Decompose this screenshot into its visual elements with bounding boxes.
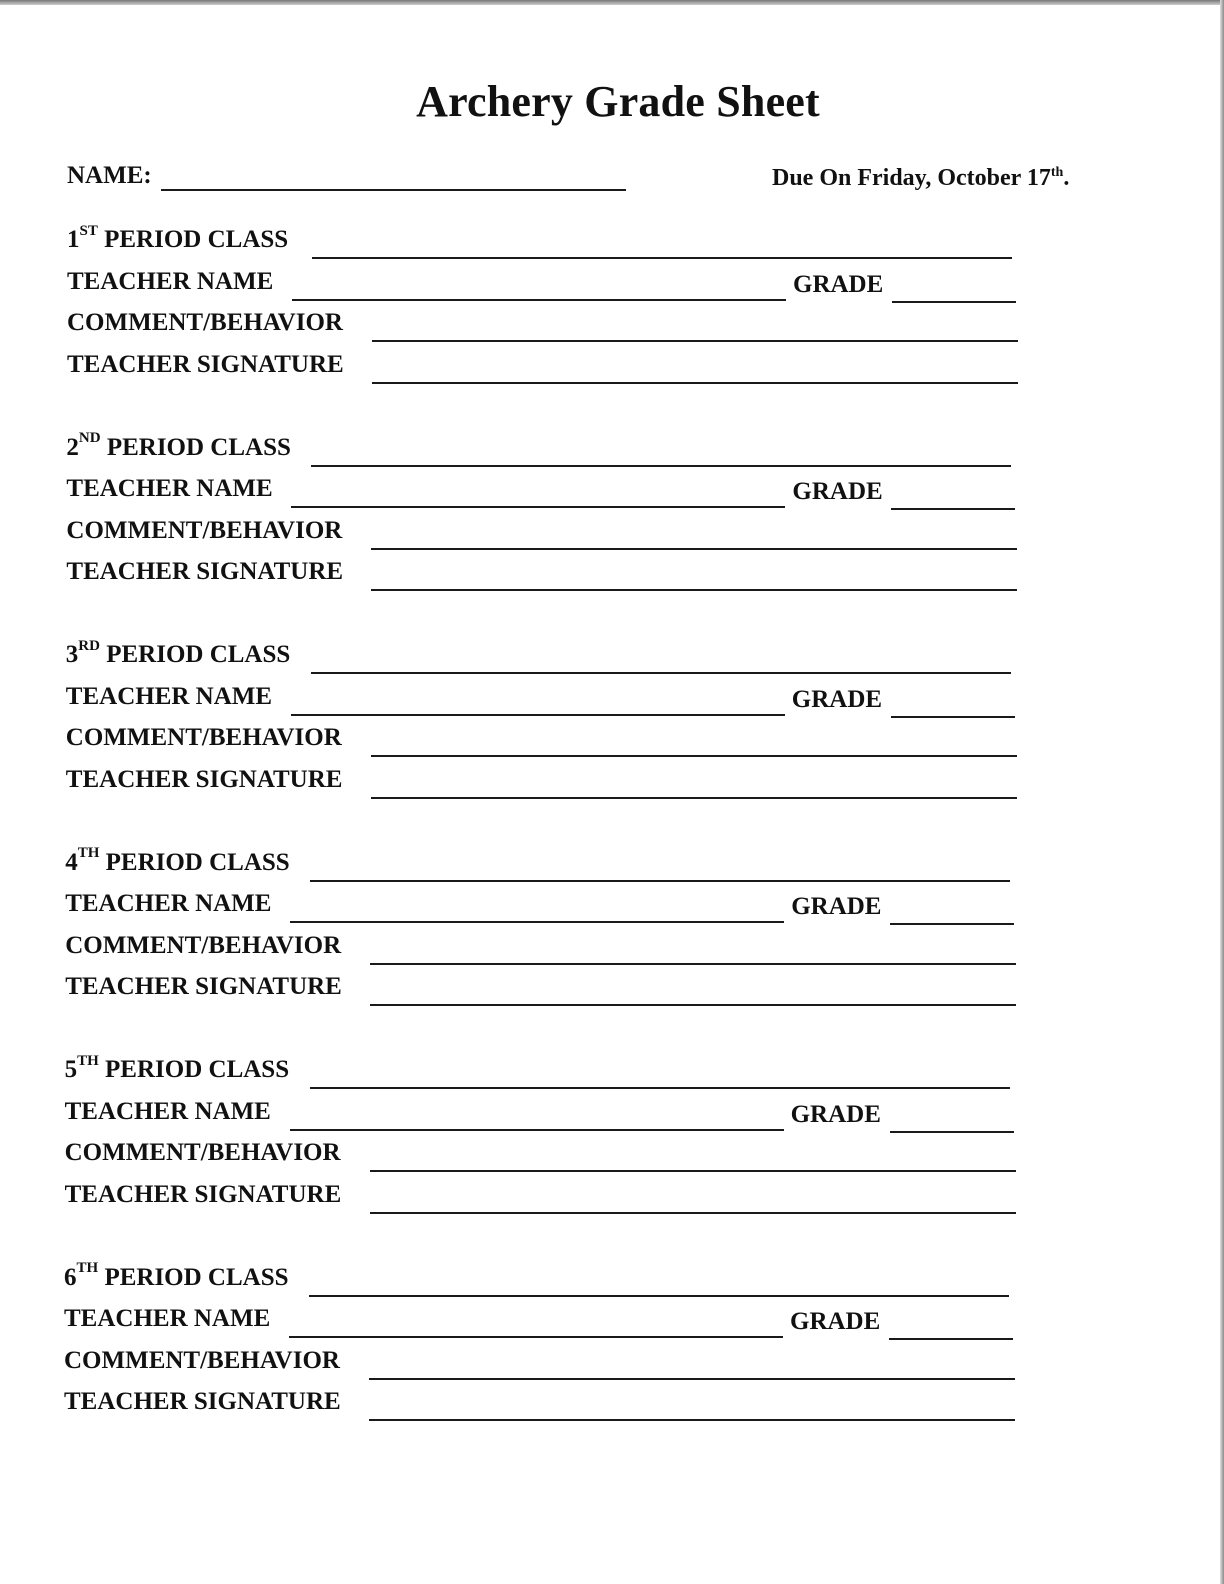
teacher-signature-line[interactable] bbox=[370, 1004, 1016, 1006]
period-number: 1 bbox=[67, 226, 80, 253]
teacher-name-label: TEACHER NAME bbox=[65, 890, 272, 917]
period-class-label bbox=[64, 1260, 289, 1293]
period-class-label bbox=[65, 845, 290, 878]
grade-line[interactable] bbox=[890, 923, 1014, 925]
period-ordinal-suffix: TH bbox=[77, 1052, 99, 1069]
grade-label: GRADE bbox=[793, 270, 884, 298]
comment-behavior-line[interactable] bbox=[372, 340, 1018, 342]
comment-behavior-label: COMMENT/BEHAVIOR bbox=[65, 931, 342, 959]
grade-label: GRADE bbox=[791, 685, 883, 713]
teacher-name-label: TEACHER NAME bbox=[67, 267, 274, 295]
period-class-line[interactable] bbox=[312, 257, 1012, 259]
period-ordinal-suffix: RD bbox=[78, 637, 100, 654]
period-class-text: PERIOD CLASS bbox=[104, 1263, 289, 1291]
period-class-label bbox=[64, 1052, 290, 1085]
grade-line[interactable] bbox=[891, 508, 1015, 510]
due-date bbox=[772, 165, 1069, 192]
period-number: 5 bbox=[64, 1056, 78, 1083]
period-class-text: PERIOD CLASS bbox=[106, 433, 291, 461]
teacher-name-line[interactable] bbox=[291, 506, 785, 508]
grade-line[interactable] bbox=[891, 716, 1015, 718]
scan-edge-right bbox=[1220, 0, 1224, 1584]
teacher-name-line[interactable] bbox=[289, 1336, 783, 1338]
teacher-signature-label: TEACHER SIGNATURE bbox=[66, 558, 344, 585]
teacher-signature-label: TEACHER SIGNATURE bbox=[65, 765, 343, 793]
teacher-signature-line[interactable] bbox=[370, 1212, 1016, 1214]
teacher-signature-line[interactable] bbox=[372, 382, 1018, 384]
grade-label: GRADE bbox=[790, 1100, 881, 1128]
period-number: 4 bbox=[65, 848, 78, 876]
grade-line[interactable] bbox=[889, 1338, 1013, 1340]
name-label: NAME: bbox=[67, 162, 152, 189]
period-class-text: PERIOD CLASS bbox=[105, 848, 290, 876]
teacher-name-line[interactable] bbox=[290, 1129, 784, 1131]
period-class-line[interactable] bbox=[310, 880, 1010, 882]
teacher-name-label: TEACHER NAME bbox=[64, 1305, 271, 1332]
teacher-name-label: TEACHER NAME bbox=[65, 682, 273, 710]
teacher-signature-label: TEACHER SIGNATURE bbox=[67, 350, 344, 378]
teacher-signature-line[interactable] bbox=[369, 1419, 1015, 1421]
teacher-name-label: TEACHER NAME bbox=[66, 475, 273, 502]
comment-behavior-line[interactable] bbox=[371, 548, 1017, 550]
name-line[interactable] bbox=[161, 189, 626, 191]
teacher-signature-line[interactable] bbox=[371, 589, 1017, 591]
grade-line[interactable] bbox=[890, 1131, 1014, 1133]
scan-edge-top bbox=[0, 0, 1224, 5]
teacher-signature-line[interactable] bbox=[371, 797, 1017, 799]
period-class-text: PERIOD CLASS bbox=[106, 641, 291, 668]
period-class-text: PERIOD CLASS bbox=[104, 226, 289, 253]
comment-behavior-line[interactable] bbox=[370, 1170, 1016, 1172]
due-text: Due On Friday, October 17 bbox=[772, 165, 1051, 191]
teacher-name-label: TEACHER NAME bbox=[64, 1097, 271, 1125]
period-class-label bbox=[66, 430, 291, 463]
period-number: 2 bbox=[66, 433, 79, 461]
teacher-signature-label: TEACHER SIGNATURE bbox=[65, 973, 342, 1000]
comment-behavior-line[interactable] bbox=[371, 755, 1017, 757]
teacher-signature-label: TEACHER SIGNATURE bbox=[64, 1388, 341, 1415]
grade-line[interactable] bbox=[892, 301, 1016, 303]
period-class-line[interactable] bbox=[311, 465, 1011, 467]
period-ordinal-suffix: ST bbox=[79, 222, 98, 239]
period-class-label bbox=[67, 222, 289, 255]
teacher-name-line[interactable] bbox=[290, 921, 784, 923]
teacher-signature-label: TEACHER SIGNATURE bbox=[64, 1180, 342, 1208]
due-period: . bbox=[1063, 165, 1070, 191]
comment-behavior-line[interactable] bbox=[370, 963, 1016, 965]
grade-label: GRADE bbox=[790, 1308, 881, 1335]
comment-behavior-label: COMMENT/BEHAVIOR bbox=[64, 1346, 340, 1374]
comment-behavior-label: COMMENT/BEHAVIOR bbox=[65, 724, 342, 751]
grade-label: GRADE bbox=[791, 893, 882, 920]
comment-behavior-label: COMMENT/BEHAVIOR bbox=[67, 309, 343, 336]
period-class-label bbox=[65, 637, 291, 670]
period-ordinal-suffix: TH bbox=[77, 845, 100, 862]
period-ordinal-suffix: TH bbox=[76, 1260, 99, 1277]
teacher-name-line[interactable] bbox=[291, 714, 785, 716]
period-ordinal-suffix: ND bbox=[78, 430, 101, 447]
period-class-line[interactable] bbox=[311, 672, 1011, 674]
comment-behavior-line[interactable] bbox=[369, 1378, 1015, 1380]
due-suffix: th bbox=[1050, 165, 1064, 180]
comment-behavior-label: COMMENT/BEHAVIOR bbox=[64, 1139, 341, 1166]
page-title: Archery Grade Sheet bbox=[416, 77, 820, 126]
period-class-line[interactable] bbox=[310, 1087, 1010, 1089]
period-number: 3 bbox=[65, 641, 79, 668]
period-class-line[interactable] bbox=[309, 1295, 1009, 1297]
comment-behavior-label: COMMENT/BEHAVIOR bbox=[66, 516, 343, 544]
teacher-name-line[interactable] bbox=[292, 299, 786, 301]
period-number: 6 bbox=[64, 1263, 77, 1291]
grade-label: GRADE bbox=[792, 478, 883, 505]
period-class-text: PERIOD CLASS bbox=[105, 1056, 290, 1083]
